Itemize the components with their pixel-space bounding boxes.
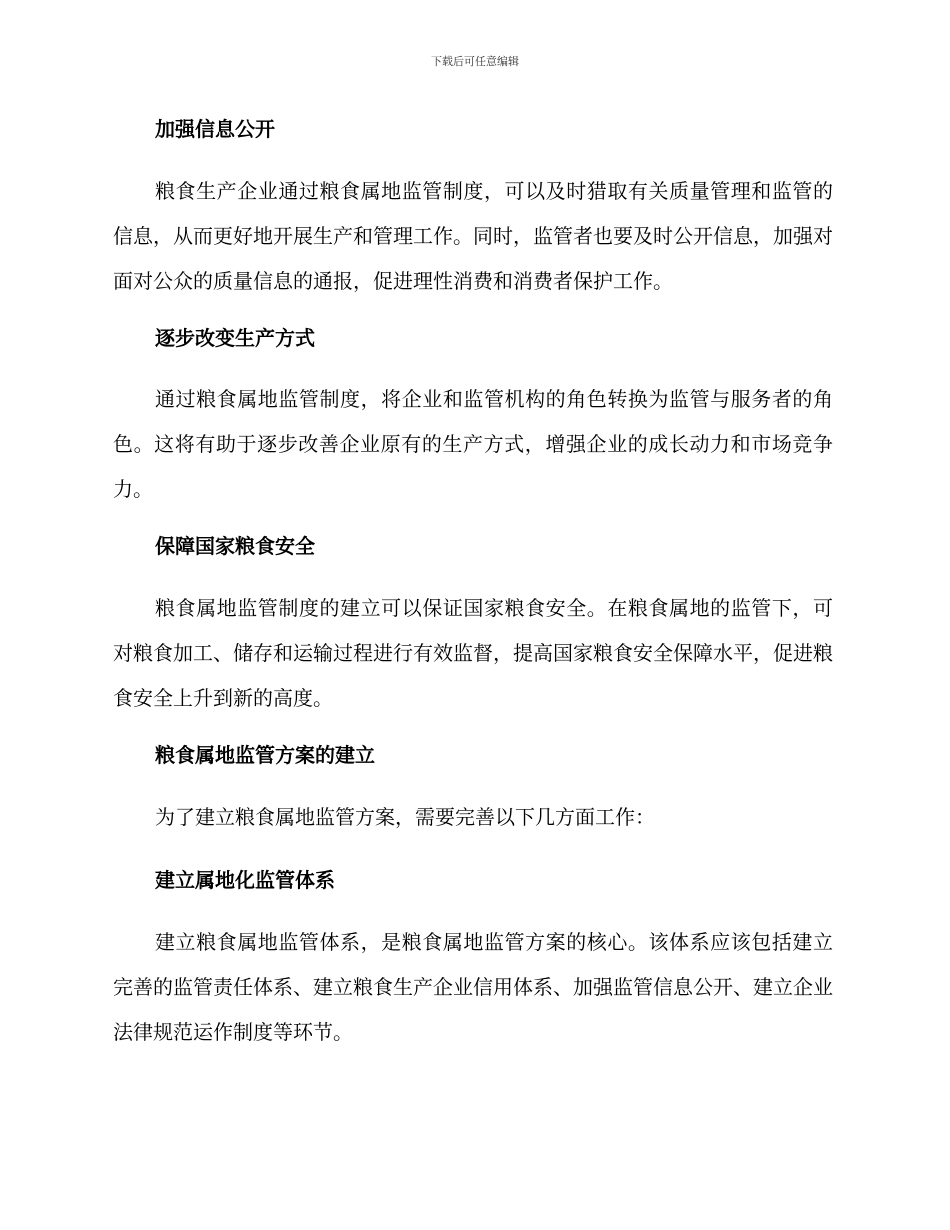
- section-heading-info-disclosure: 加强信息公开: [155, 117, 275, 141]
- document-body: [113, 112, 833, 1055]
- section-paragraph-local-supervision-system: 建立粮食属地监管体系，是粮食属地监管方案的核心。该体系应该包括建立完善的监管责任体系、建立粮食生产企业信用体系、加强监管信息公开、建立企业法律规范运作制度等环节。: [113, 930, 833, 1044]
- section-heading-food-security: 保障国家粮食安全: [155, 534, 315, 558]
- section-paragraph-production-mode: 通过粮食属地监管制度，将企业和监管机构的角色转换为监管与服务者的角色。这将有助于逐步改善企业原有的生产方式，增强企业的成长动力和市场竞争力。: [113, 387, 833, 501]
- section-paragraph-plan-establishment: 为了建立粮食属地监管方案，需要完善以下几方面工作：: [155, 805, 655, 829]
- section-heading-local-supervision-system: 建立属地化监管体系: [155, 868, 335, 892]
- section-heading-plan-establishment: 粮食属地监管方案的建立: [155, 743, 375, 767]
- header-note: 下载后可任意编辑: [431, 55, 519, 68]
- section-heading-production-mode: 逐步改变生产方式: [155, 326, 315, 350]
- section-paragraph-info-disclosure: 粮食生产企业通过粮食属地监管制度，可以及时猎取有关质量管理和监管的信息，从而更好地开展生产和管理工作。同时，监管者也要及时公开信息，加强对面对公众的质量信息的通报，促进理性消费和消费者保护工作。: [113, 179, 833, 293]
- section-paragraph-food-security: 粮食属地监管制度的建立可以保证国家粮食安全。在粮食属地的监管下，可对粮食加工、储存和运输过程进行有效监督，提高国家粮食安全保障水平，促进粮食安全上升到新的高度。: [113, 596, 833, 710]
